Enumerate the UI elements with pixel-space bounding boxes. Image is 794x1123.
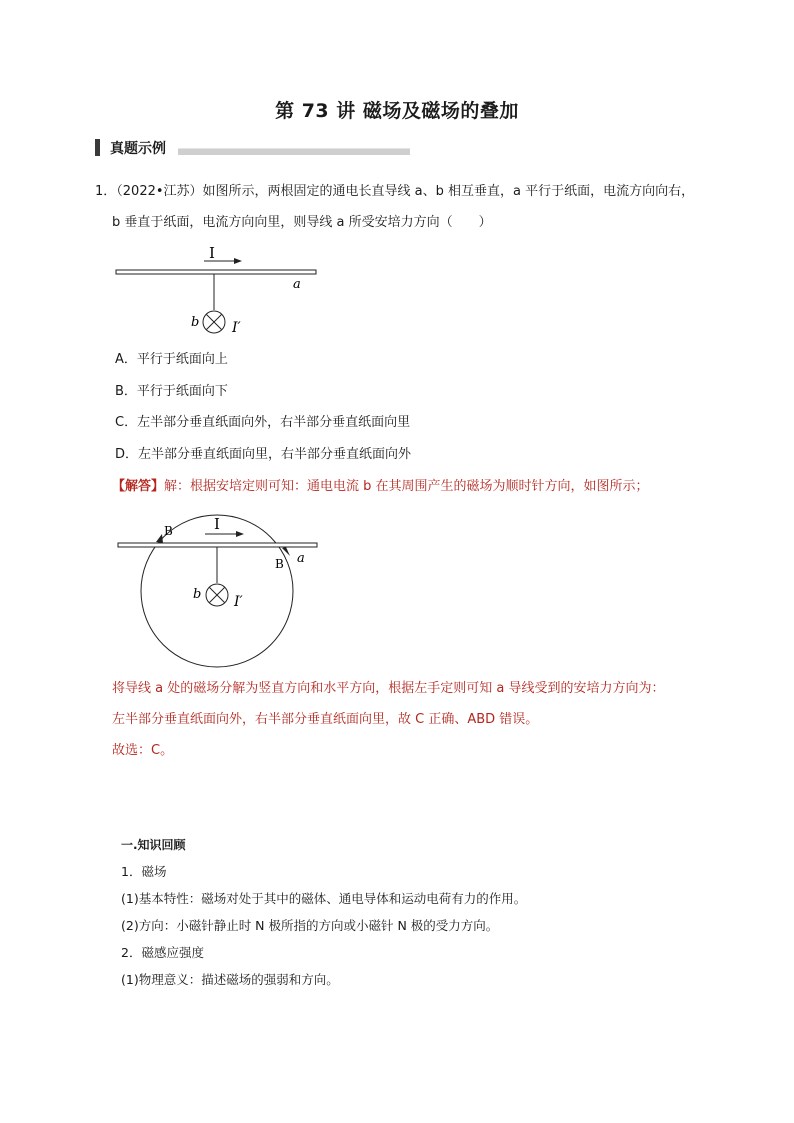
section-label: 真题示例 [110,141,166,157]
section-marker [95,139,100,156]
section-divider [178,148,410,155]
wire-a [116,270,316,274]
knowledge-item: 1．磁场 [121,864,167,879]
answer-tag: 【解答】 [112,479,165,494]
knowledge-item: (2)方向：小磁针静止时 N 极所指的方向或小磁针 N 极的受力方向。 [121,918,499,933]
answer-figure [110,510,325,670]
wire-b-label: b [191,315,200,330]
knowledge-item: (1)基本特性：磁场对处于其中的磁体、通电导体和运动电荷有力的作用。 [121,891,527,906]
current-label: I [214,515,220,533]
answer-text: 解：根据安培定则可知：通电电流 b 在其周围产生的磁场为顺时针方向，如图所示； [164,479,649,494]
question-figure [110,240,325,340]
option-a: A．平行于纸面向上 [115,352,228,367]
option-c: C．左半部分垂直纸面向外，右半部分垂直纸面向里 [115,415,411,430]
question-stem-line-2: b 垂直于纸面，电流方向向里，则导线 a 所受安培力方向（ ） [112,215,492,230]
current-b-label: I′ [232,320,241,336]
question-stem-line-1: 1．（2022•江苏）如图所示，两根固定的通电长直导线 a、b 相互垂直，a 平行于纸面，电流方向向右， [95,184,695,199]
field-arrow-left [156,534,163,543]
answer-line-2: 将导线 a 处的磁场分解为竖直方向和水平方向，根据左手定则可知 a 导线受到的安培力方向为： [112,681,665,696]
current-arrow-head [236,531,244,537]
page-title: 第 73 讲 磁场及磁场的叠加 [275,100,519,122]
field-label-right: B [275,557,284,571]
wire-b-label: b [193,587,202,602]
answer-line-4: 故选：C。 [112,743,174,758]
field-label-left: B [164,524,173,538]
wire-a [118,543,317,547]
wire-a-label: a [297,551,305,566]
knowledge-heading: 一.知识回顾 [121,838,186,852]
answer-line-3: 左半部分垂直纸面向外，右半部分垂直纸面向里，故 C 正确、ABD 错误。 [112,712,539,727]
knowledge-item: 2．磁感应强度 [121,945,204,960]
current-b-label: I′ [234,594,243,610]
option-b: B．平行于纸面向下 [115,384,228,399]
current-arrow-head [234,258,242,264]
current-label: I [209,244,215,262]
wire-a-label: a [293,277,301,292]
option-d: D．左半部分垂直纸面向里，右半部分垂直纸面向外 [115,447,412,462]
answer-line-1 [112,478,649,496]
knowledge-item: (1)物理意义：描述磁场的强弱和方向。 [121,972,339,987]
